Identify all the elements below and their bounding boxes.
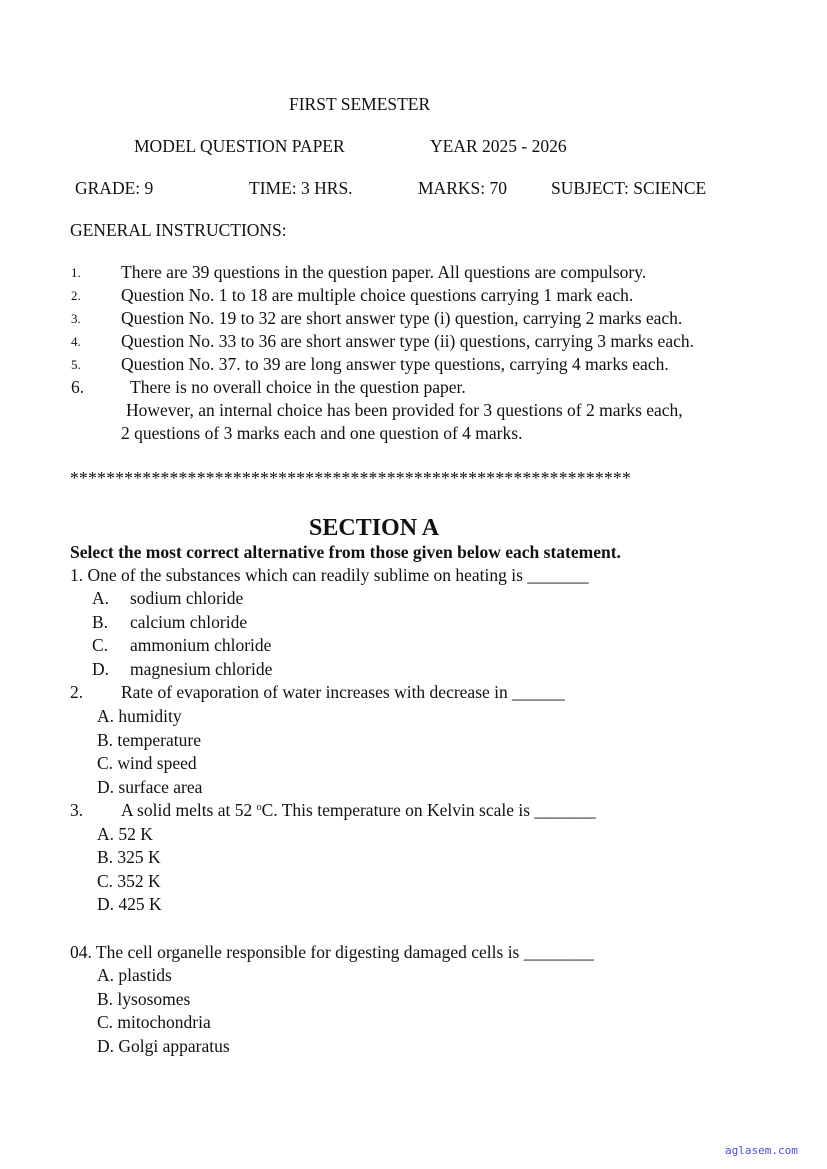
instruction-number: 2. bbox=[71, 288, 81, 303]
instruction-text: Question No. 33 to 36 are short answer type (ii) questions, carrying 3 marks each. bbox=[121, 331, 694, 351]
section-directive: Select the most correct alternative from those given below each statement. bbox=[70, 542, 621, 562]
instruction-number: 1. bbox=[71, 265, 81, 280]
asterisk-separator: ************************************************************** bbox=[70, 468, 632, 488]
option: A. plastids bbox=[97, 965, 172, 985]
instruction-text: Question No. 1 to 18 are multiple choice questions carrying 1 mark each. bbox=[121, 285, 634, 305]
academic-year: YEAR 2025 - 2026 bbox=[430, 136, 567, 156]
option-letter: C. bbox=[92, 635, 109, 655]
option-letter: A. bbox=[92, 588, 110, 608]
option: C. wind speed bbox=[97, 753, 197, 773]
option: C. mitochondria bbox=[97, 1012, 211, 1032]
subject: SUBJECT: SCIENCE bbox=[551, 178, 707, 198]
instruction-continuation: However, an internal choice has been provided for 3 questions of 2 marks each, bbox=[126, 400, 683, 420]
option: A. humidity bbox=[97, 706, 182, 726]
option-letter: D. bbox=[92, 659, 110, 679]
instruction-number: 3. bbox=[71, 311, 81, 326]
paper-type: MODEL QUESTION PAPER bbox=[134, 136, 345, 156]
option-text: ammonium chloride bbox=[130, 635, 272, 655]
option: B. 325 K bbox=[97, 847, 161, 867]
instructions-heading: GENERAL INSTRUCTIONS: bbox=[70, 220, 287, 240]
option: C. 352 K bbox=[97, 871, 161, 891]
question-number: 2. bbox=[70, 682, 84, 702]
instruction-text: Question No. 37. to 39 are long answer type questions, carrying 4 marks each. bbox=[121, 354, 669, 374]
time: TIME: 3 HRS. bbox=[249, 178, 353, 198]
option: B. temperature bbox=[97, 730, 201, 750]
option-text: calcium chloride bbox=[130, 612, 248, 632]
section-title: SECTION A bbox=[309, 515, 440, 541]
marks: MARKS: 70 bbox=[418, 178, 507, 198]
question-number: 3. bbox=[70, 800, 84, 820]
instruction-number: 5. bbox=[71, 357, 81, 372]
question-stem: A solid melts at 52 $^o$C. This temperature on Kelvin scale is _______ bbox=[121, 800, 596, 820]
instruction-continuation: 2 questions of 3 marks each and one question of 4 marks. bbox=[121, 423, 523, 443]
watermark: aglasem.com bbox=[725, 1144, 798, 1157]
option: D. 425 K bbox=[97, 894, 162, 914]
option: B. lysosomes bbox=[97, 989, 191, 1009]
semester-title: FIRST SEMESTER bbox=[289, 94, 431, 114]
option: D. Golgi apparatus bbox=[97, 1036, 230, 1056]
question-stem: 1. One of the substances which can readily sublime on heating is _______ bbox=[70, 565, 589, 585]
instruction-number: 4. bbox=[71, 334, 81, 349]
instruction-text: There are 39 questions in the question paper. All questions are compulsory. bbox=[121, 262, 647, 282]
instruction-number: 6. bbox=[71, 377, 85, 397]
option-letter: B. bbox=[92, 612, 109, 632]
instruction-text: There is no overall choice in the question paper. bbox=[130, 377, 466, 397]
degree-superscript: o bbox=[256, 802, 262, 813]
option-text: sodium chloride bbox=[130, 588, 244, 608]
instruction-text: Question No. 19 to 32 are short answer type (i) question, carrying 2 marks each. bbox=[121, 308, 683, 328]
grade: GRADE: 9 bbox=[75, 178, 154, 198]
option: D. surface area bbox=[97, 777, 203, 797]
option-text: magnesium chloride bbox=[130, 659, 273, 679]
question-stem: 04. The cell organelle responsible for digesting damaged cells is ________ bbox=[70, 942, 594, 962]
question-stem: Rate of evaporation of water increases with decrease in ______ bbox=[121, 682, 565, 702]
option: A. 52 K bbox=[97, 824, 153, 844]
